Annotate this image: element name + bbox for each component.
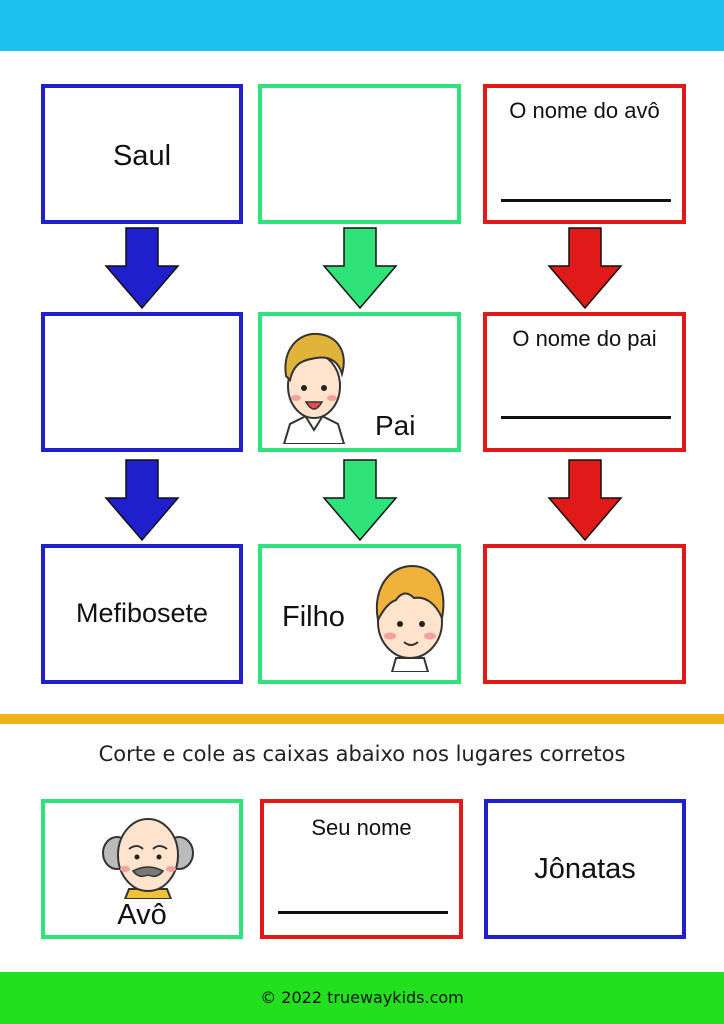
- son-face-icon: [370, 562, 450, 672]
- box-grandfather-label: Saul: [112, 140, 172, 172]
- box-son-name: [41, 544, 243, 684]
- down-arrow-icon: [322, 226, 398, 310]
- box-grandfather-picture: [258, 84, 461, 224]
- son-name-label: Mefibosete: [75, 598, 209, 628]
- box-father-name: [41, 312, 243, 452]
- father-name-prompt: O nome do pai: [512, 326, 657, 351]
- cutout-grandfather[interactable]: [41, 799, 243, 939]
- box-father-picture: [258, 312, 461, 452]
- jonathan-label: Jônatas: [534, 853, 636, 885]
- down-arrow-icon: [104, 458, 180, 542]
- box-grandfather-write: [483, 84, 686, 224]
- cutout-jonathan[interactable]: [484, 799, 686, 939]
- grandfather-name-prompt: O nome do avô: [509, 98, 660, 123]
- box-father-write: [483, 312, 686, 452]
- box-son-write: [483, 544, 686, 684]
- top-banner: [0, 0, 724, 51]
- copyright-text: © 2022 truewaykids.com: [260, 988, 464, 1007]
- divider-bar: [0, 714, 724, 724]
- son-label: Filho: [282, 601, 345, 633]
- write-line: [501, 416, 671, 419]
- write-line: [501, 199, 671, 202]
- grandfather-face-icon: [99, 811, 197, 899]
- cutout-your-name[interactable]: [260, 799, 463, 939]
- down-arrow-icon: [104, 226, 180, 310]
- down-arrow-icon: [547, 458, 623, 542]
- grandfather-label: Avô: [117, 899, 167, 931]
- write-line: [278, 911, 448, 914]
- box-son-picture: [258, 544, 461, 684]
- your-name-prompt: Seu nome: [311, 815, 412, 840]
- box-grandfather-name: [41, 84, 243, 224]
- father-face-icon: [276, 326, 352, 444]
- down-arrow-icon: [322, 458, 398, 542]
- instruction-text: Corte e cole as caixas abaixo nos lugares corretos: [98, 742, 626, 766]
- father-label: Pai: [375, 410, 416, 441]
- down-arrow-icon: [547, 226, 623, 310]
